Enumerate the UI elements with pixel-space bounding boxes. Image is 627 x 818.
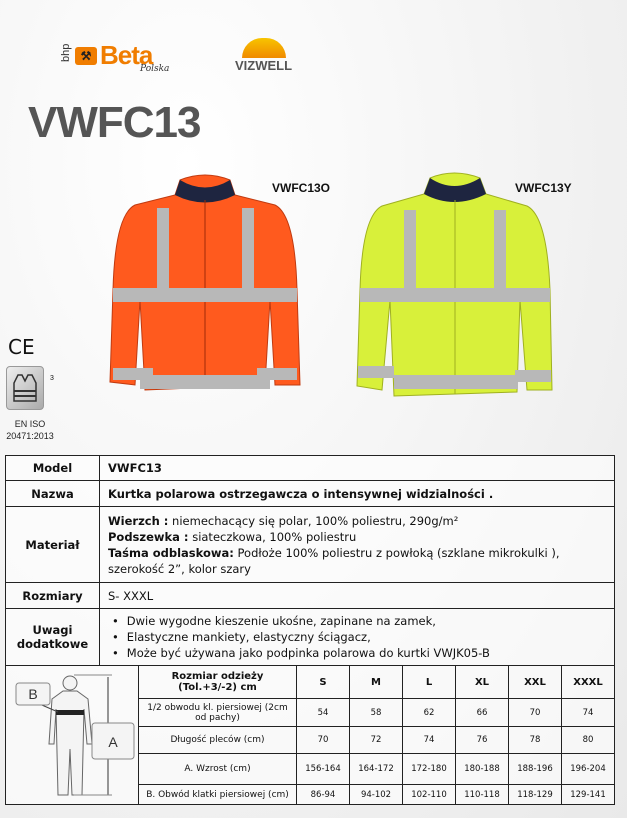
material-outer xyxy=(108,513,606,529)
size-cell: 110-118 xyxy=(456,785,509,805)
note-item: • Elastyczne mankiety, elastyczny ściągacz, xyxy=(108,629,606,645)
size-cell: 70 xyxy=(297,727,350,754)
material-text: siateczkowa, 100% poliestru xyxy=(188,529,357,544)
size-col-header: XXL xyxy=(509,666,562,699)
page-title: VWFC13 xyxy=(28,98,201,147)
name-value: Kurtka polarowa ostrzegawcza o intensywnej widzialności . xyxy=(100,481,615,507)
spec-table xyxy=(5,455,615,666)
vizwell-logo xyxy=(235,38,292,73)
beta-text: Beta xyxy=(100,40,153,70)
size-cell: 94-102 xyxy=(350,785,403,805)
size-cell: 70 xyxy=(509,699,562,727)
model-value: VWFC13 xyxy=(100,456,615,481)
name-label: Nazwa xyxy=(6,481,100,507)
material-key: Wierzch : xyxy=(108,513,169,528)
row-label: 1/2 obwodu kl. piersiowej (2cm od pachy) xyxy=(139,699,297,727)
row-model xyxy=(6,456,615,481)
size-cell: 54 xyxy=(297,699,350,727)
row-sizes xyxy=(6,583,615,609)
size-table xyxy=(5,665,615,805)
material-text: niemechacący się polar, 100% poliestru, 290g/m² xyxy=(168,513,459,528)
size-cell: 196-204 xyxy=(562,754,615,785)
size-cell: 78 xyxy=(509,727,562,754)
sizes-label: Rozmiary xyxy=(6,583,100,609)
sizes-value: S- XXXL xyxy=(100,583,615,609)
row-name xyxy=(6,481,615,507)
model-label: Model xyxy=(6,456,100,481)
standard-line-1: EN ISO xyxy=(14,419,46,429)
label-a: A xyxy=(108,733,118,750)
size-cell: 180-188 xyxy=(456,754,509,785)
standard-line-2: 20471:2013 xyxy=(6,431,54,441)
class-number: 3 xyxy=(50,375,54,382)
size-cell: 118-129 xyxy=(509,785,562,805)
material-key: Taśma odblaskowa: xyxy=(108,545,234,560)
material-text: Podłoże 100% poliestru z powłoką (szklane mikrokulki ), szerokość 2”, kolor szary xyxy=(108,545,560,576)
material-key: Podszewka : xyxy=(108,529,189,544)
size-cell: 66 xyxy=(456,699,509,727)
vizwell-text: VIZWELL xyxy=(235,58,293,73)
size-cell: 86-94 xyxy=(297,785,350,805)
body-measure-figure xyxy=(6,666,139,805)
material-tape xyxy=(108,545,606,577)
size-col-header: XXXL xyxy=(562,666,615,699)
row-material xyxy=(6,507,615,583)
orange-jacket-image xyxy=(105,170,305,400)
label-b: B xyxy=(28,685,38,702)
size-cell: 74 xyxy=(403,727,456,754)
beta-logo xyxy=(60,40,170,74)
size-cell: 74 xyxy=(562,699,615,727)
size-cell: 188-196 xyxy=(509,754,562,785)
row-label: B. Obwód klatki piersiowej (cm) xyxy=(139,785,297,805)
size-header-label: Rozmiar odzieży (Tol.+3/-2) cm xyxy=(139,666,297,699)
hi-vis-vest-icon xyxy=(6,366,44,410)
notes-label: Uwagi dodatkowe xyxy=(6,609,100,666)
note-item: • Dwie wygodne kieszenie ukośne, zapinane na zamek, xyxy=(108,613,606,629)
standard-text xyxy=(0,418,60,442)
yellow-jacket-image xyxy=(352,170,557,405)
row-notes xyxy=(6,609,615,666)
size-cell: 102-110 xyxy=(403,785,456,805)
size-cell: 156-164 xyxy=(297,754,350,785)
jacket-label-orange: VWFC13O xyxy=(272,181,331,195)
size-header-row xyxy=(6,666,615,699)
size-cell: 129-141 xyxy=(562,785,615,805)
polska-text: Polska xyxy=(140,64,170,74)
note-item: • Może być używana jako podpinka polarowa do kurtki VWJK05-B xyxy=(108,645,606,661)
size-cell: 62 xyxy=(403,699,456,727)
bhp-text: bhp xyxy=(60,43,72,62)
jacket-label-yellow: VWFC13Y xyxy=(515,181,572,195)
ce-mark: CE xyxy=(8,335,35,359)
row-label: A. Wzrost (cm) xyxy=(139,754,297,785)
size-cell: 76 xyxy=(456,727,509,754)
row-label: Długość pleców (cm) xyxy=(139,727,297,754)
material-label: Materiał xyxy=(6,507,100,583)
size-col-header: M xyxy=(350,666,403,699)
size-cell: 72 xyxy=(350,727,403,754)
size-col-header: L xyxy=(403,666,456,699)
material-lining xyxy=(108,529,606,545)
size-cell: 80 xyxy=(562,727,615,754)
size-cell: 172-180 xyxy=(403,754,456,785)
wrench-icon: ⚒ xyxy=(75,47,97,65)
notes-value xyxy=(100,609,615,666)
size-col-header: S xyxy=(297,666,350,699)
size-cell: 58 xyxy=(350,699,403,727)
size-col-header: XL xyxy=(456,666,509,699)
size-cell: 164-172 xyxy=(350,754,403,785)
material-value xyxy=(100,507,615,583)
sun-icon xyxy=(242,38,286,58)
human-figure-icon xyxy=(8,669,136,799)
